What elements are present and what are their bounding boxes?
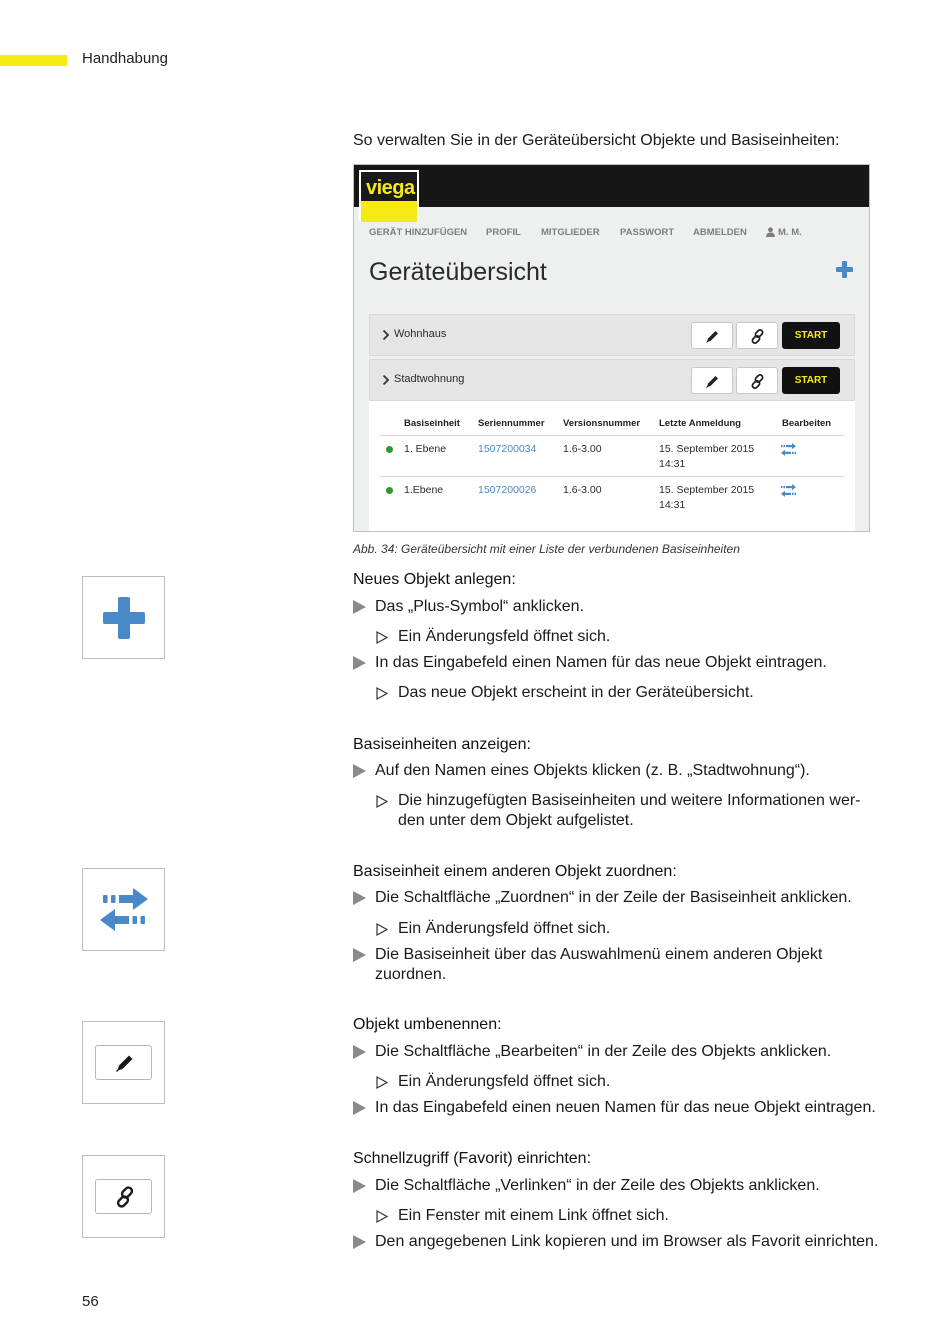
object-row[interactable] <box>369 314 855 356</box>
intro-text: So verwalten Sie in der Geräteübersicht Objekte und Basiseinheiten: <box>353 132 840 149</box>
link-button[interactable] <box>736 367 778 394</box>
section-heading: Objekt umbenennen: <box>353 1016 502 1033</box>
online-status-dot <box>386 487 393 494</box>
chevron-right-icon <box>382 374 390 386</box>
pencil-icon <box>705 374 721 389</box>
edit-button[interactable] <box>691 322 733 349</box>
section-heading: Basiseinheiten anzeigen: <box>353 736 531 753</box>
page-number: 56 <box>82 1293 99 1310</box>
table-cell: 15. September 2015 <box>659 443 755 455</box>
section-heading: Basiseinheit einem anderen Objekt zuordnen: <box>353 863 677 880</box>
table-cell: 15. September 2015 <box>659 484 755 496</box>
table-header: Bearbeiten <box>782 418 832 429</box>
pencil-icon <box>115 1053 135 1073</box>
section-heading: Neues Objekt anlegen: <box>353 571 516 588</box>
table-cell: 14:31 <box>659 458 686 470</box>
figure-caption: Abb. 34: Geräteübersicht mit einer Liste der verbundenen Basiseinheiten <box>353 542 740 556</box>
chevron-right-icon <box>382 329 390 341</box>
link-symbol-box <box>82 1155 165 1238</box>
add-object-plus-icon[interactable] <box>834 259 856 281</box>
nav-password[interactable]: PASSWORT <box>620 227 675 238</box>
edit-button[interactable] <box>691 367 733 394</box>
pencil-icon <box>705 329 721 344</box>
section-title: Handhabung <box>82 50 168 67</box>
section-heading: Schnellzugriff (Favorit) einrichten: <box>353 1150 592 1167</box>
plus-symbol-box <box>82 576 165 659</box>
app-topbar <box>354 165 869 207</box>
assign-icon[interactable] <box>781 484 796 497</box>
plus-icon <box>102 596 146 640</box>
nav-user-name[interactable]: M. M. <box>778 227 802 238</box>
device-overview-screenshot <box>353 164 870 532</box>
link-button-sample <box>95 1179 152 1214</box>
object-row[interactable] <box>369 359 855 401</box>
assign-icon[interactable] <box>781 443 796 456</box>
table-cell: 1.6-3.00 <box>563 484 602 496</box>
table-cell: 1.Ebene <box>404 484 444 496</box>
nav-add-device[interactable]: GERÄT HINZUFÜGEN <box>369 227 468 238</box>
edit-button-sample <box>95 1045 152 1080</box>
app-page-title: Geräteübersicht <box>369 258 547 286</box>
start-button[interactable]: START <box>782 322 840 349</box>
object-name[interactable]: Stadtwohnung <box>394 373 465 385</box>
base-units-table <box>369 401 855 532</box>
nav-profile[interactable]: PROFIL <box>486 227 521 238</box>
nav-members[interactable]: MITGLIEDER <box>541 227 600 238</box>
table-header: Seriennummer <box>478 418 545 429</box>
table-cell: 1.6-3.00 <box>563 443 602 455</box>
serial-link[interactable]: 1507200034 <box>478 443 537 455</box>
table-header: Letzte Anmeldung <box>659 418 741 429</box>
table-cell: 1. Ebene <box>404 443 447 455</box>
object-name[interactable]: Wohnhaus <box>394 328 447 340</box>
viega-logo <box>359 170 419 222</box>
link-icon <box>750 329 766 344</box>
table-header: Basiseinheit <box>404 418 460 429</box>
start-button[interactable]: START <box>782 367 840 394</box>
link-icon <box>750 374 766 389</box>
online-status-dot <box>386 446 393 453</box>
link-icon <box>114 1186 136 1208</box>
assign-arrows-icon <box>99 888 149 931</box>
nav-logout[interactable]: ABMELDEN <box>693 227 747 238</box>
nav-user-icon[interactable] <box>766 227 775 240</box>
serial-link[interactable]: 1507200026 <box>478 484 537 496</box>
table-header: Versionsnummer <box>563 418 641 429</box>
table-cell: 14:31 <box>659 499 686 511</box>
edit-symbol-box <box>82 1021 165 1104</box>
section-marker-bar <box>0 55 67 66</box>
logo-text: viega <box>366 177 415 199</box>
link-button[interactable] <box>736 322 778 349</box>
assign-symbol-box <box>82 868 165 951</box>
